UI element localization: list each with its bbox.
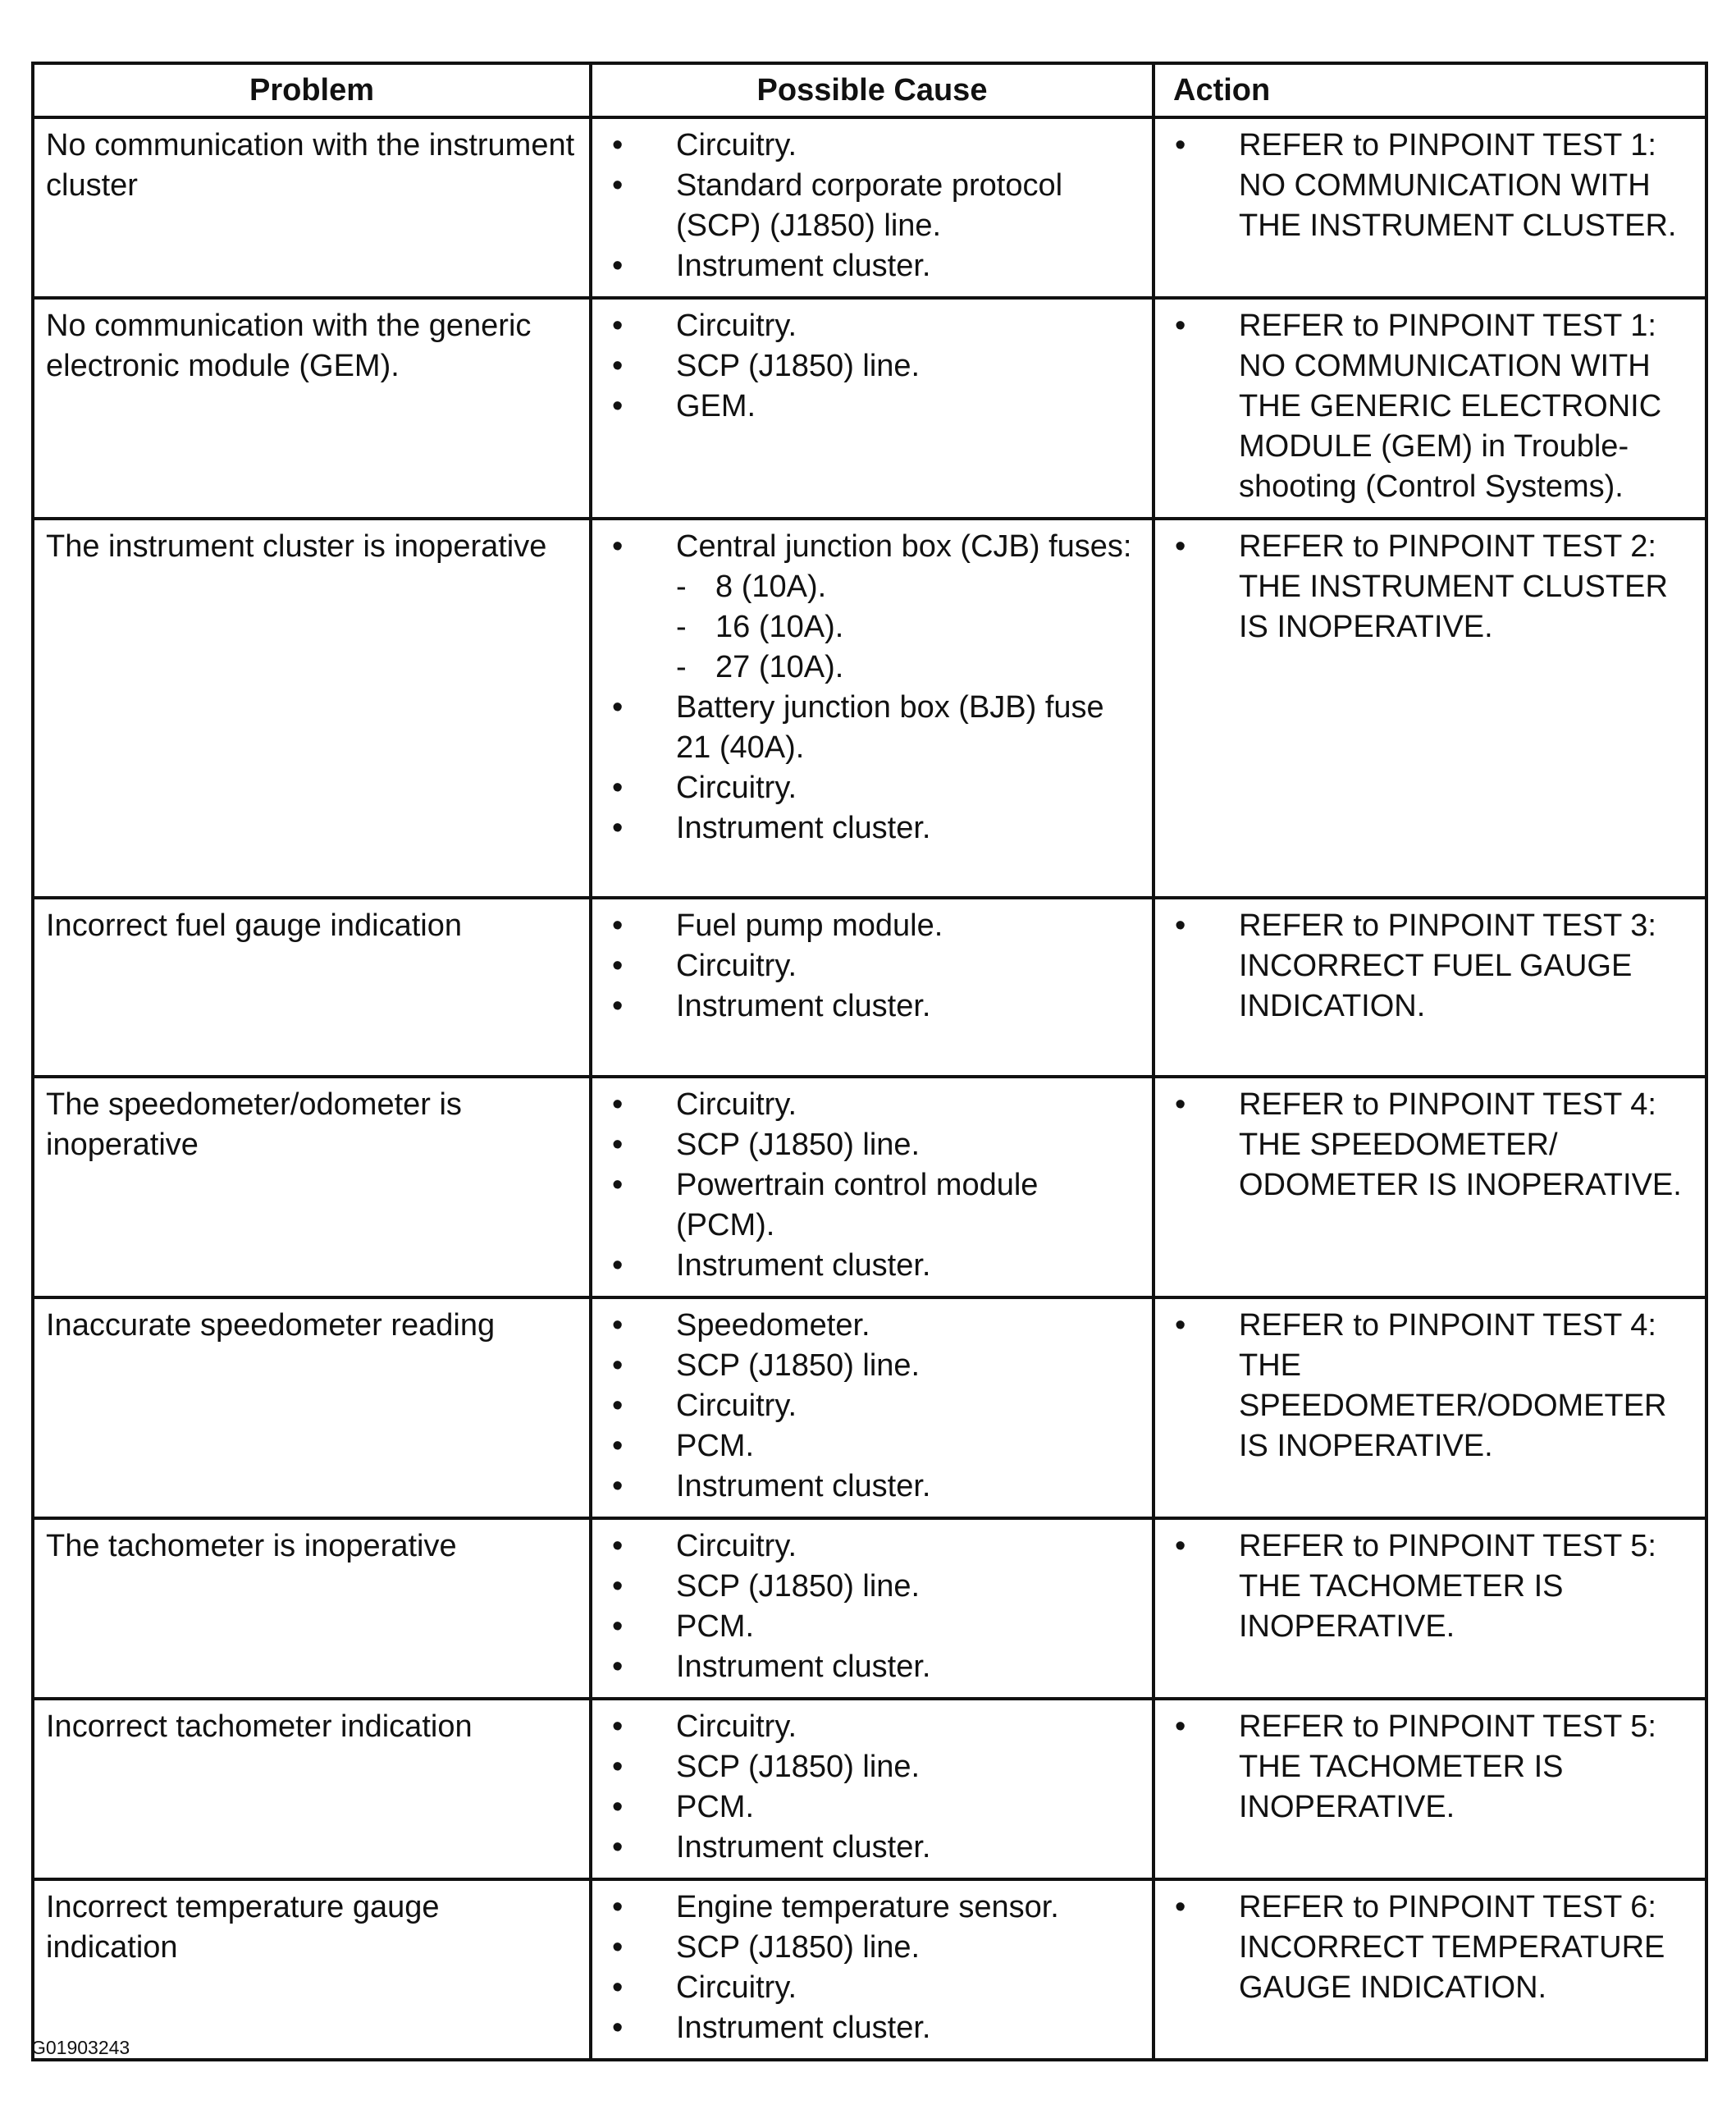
cause-text: Circuitry.	[676, 1970, 797, 2005]
cause-list	[604, 1306, 1142, 1507]
table-row	[33, 1077, 1706, 1297]
action-list	[1167, 1085, 1695, 1206]
cause-list	[604, 306, 1142, 427]
cause-text: Circuitry.	[676, 949, 797, 983]
problem-cell: Inaccurate speedometer reading	[33, 1297, 591, 1518]
cause-text: SCP (J1850) line.	[676, 1569, 921, 1604]
cause-text: Circuitry.	[676, 309, 797, 343]
action-item: • REFER to PINPOINT TEST 4: THE SPEEDOMETER/ ODOMETER IS INOPERATIVE.	[1167, 1085, 1695, 1206]
cause-text: PCM.	[676, 1790, 754, 1824]
cause-item	[604, 1887, 1142, 1928]
cause-text: Instrument cluster.	[676, 2011, 931, 2045]
cause-item	[604, 306, 1142, 346]
action-cell	[1154, 1699, 1706, 1879]
table-row	[33, 1879, 1706, 2060]
action-cell	[1154, 1077, 1706, 1297]
cause-item	[604, 1968, 1142, 2008]
cause-item	[604, 1526, 1142, 1567]
problem-cell: The speedometer/odometer is inoperative	[33, 1077, 591, 1297]
cause-list	[604, 126, 1142, 286]
cause-item	[604, 1386, 1142, 1426]
action-item: • REFER to PINPOINT TEST 3: INCORRECT FUEL GAUGE INDICATION.	[1167, 906, 1695, 1027]
action-list	[1167, 1306, 1695, 1466]
cause-item	[604, 246, 1142, 286]
cause-item	[604, 1165, 1142, 1246]
cause-item	[604, 906, 1142, 946]
table-row	[33, 898, 1706, 1077]
cause-item	[604, 1346, 1142, 1386]
action-item: • REFER to PINPOINT TEST 1: NO COMMUNICATION WITH THE GENERIC ELECTRONIC MODULE (GEM) in Trouble-shooting (Control Systems).	[1167, 306, 1695, 507]
header-possible-cause: Possible Cause	[591, 63, 1154, 117]
cause-text: Instrument cluster.	[676, 249, 931, 283]
action-cell	[1154, 117, 1706, 298]
cause-item	[604, 1647, 1142, 1687]
table-body	[33, 117, 1706, 2060]
problem-cell: Incorrect temperature gauge indication	[33, 1879, 591, 2060]
fuse-sub-item: - 16 (10A).	[676, 607, 1142, 647]
cause-item	[604, 688, 1142, 768]
cause-list	[604, 527, 1142, 849]
cause-item	[604, 166, 1142, 246]
header-problem: Problem	[33, 63, 591, 117]
cause-text: Battery junction box (BJB) fuse 21 (40A).	[676, 690, 1104, 765]
action-list	[1167, 1887, 1695, 2008]
table-row	[33, 519, 1706, 898]
table-row	[33, 1297, 1706, 1518]
cause-item	[604, 2008, 1142, 2048]
cause-text: Instrument cluster.	[676, 811, 931, 845]
cause-text: Instrument cluster.	[676, 1469, 931, 1503]
action-cell	[1154, 1297, 1706, 1518]
cause-text: Circuitry.	[676, 1529, 797, 1563]
cause-list	[604, 1526, 1142, 1687]
cause-text: Instrument cluster.	[676, 989, 931, 1023]
cause-text: PCM.	[676, 1429, 754, 1463]
cause-item	[604, 1125, 1142, 1165]
cause-text: Circuitry.	[676, 128, 797, 162]
problem-cell: The tachometer is inoperative	[33, 1518, 591, 1699]
cause-item	[604, 1466, 1142, 1507]
cause-item	[604, 1426, 1142, 1466]
cause-item	[604, 1306, 1142, 1346]
cause-text: SCP (J1850) line.	[676, 1128, 921, 1162]
cause-item	[604, 387, 1142, 427]
cause-item	[604, 346, 1142, 387]
cause-list	[604, 906, 1142, 1027]
action-cell	[1154, 1879, 1706, 2060]
cause-text: Instrument cluster.	[676, 1649, 931, 1684]
fuse-sub-item: - 8 (10A).	[676, 567, 1142, 607]
cause-text: PCM.	[676, 1609, 754, 1644]
action-item: • REFER to PINPOINT TEST 5: THE TACHOMETER IS INOPERATIVE.	[1167, 1526, 1695, 1647]
cause-item	[604, 986, 1142, 1027]
action-cell	[1154, 898, 1706, 1077]
fuse-sub-list	[676, 567, 1142, 688]
cause-item	[604, 1828, 1142, 1868]
cause-item	[604, 1246, 1142, 1286]
cause-item	[604, 946, 1142, 986]
action-list	[1167, 1707, 1695, 1828]
possible-cause-cell	[591, 298, 1154, 519]
action-cell	[1154, 519, 1706, 898]
cause-text: SCP (J1850) line.	[676, 1930, 921, 1965]
possible-cause-cell	[591, 898, 1154, 1077]
possible-cause-cell	[591, 1518, 1154, 1699]
cause-text: Fuel pump module.	[676, 908, 943, 943]
cause-text: SCP (J1850) line.	[676, 1750, 921, 1784]
header-row	[33, 63, 1706, 117]
possible-cause-cell	[591, 117, 1154, 298]
cause-item	[604, 1928, 1142, 1968]
figure-id: G01903243	[31, 2037, 130, 2058]
action-item: • REFER to PINPOINT TEST 2: THE INSTRUMENT CLUSTER IS INOPERATIVE.	[1167, 527, 1695, 647]
action-list	[1167, 906, 1695, 1027]
action-list	[1167, 306, 1695, 507]
action-list	[1167, 126, 1695, 246]
action-cell	[1154, 298, 1706, 519]
cause-text: Circuitry.	[676, 771, 797, 805]
cause-item	[604, 1707, 1142, 1747]
cause-text: Circuitry.	[676, 1087, 797, 1122]
cause-item	[604, 1787, 1142, 1828]
table-row	[33, 298, 1706, 519]
diagnosis-table	[31, 62, 1708, 2061]
action-item: • REFER to PINPOINT TEST 6: INCORRECT TEMPERATURE GAUGE INDICATION.	[1167, 1887, 1695, 2008]
header-action: Action	[1154, 63, 1706, 117]
problem-cell: No communication with the instrument cluster	[33, 117, 591, 298]
action-list	[1167, 527, 1695, 647]
possible-cause-cell	[591, 1699, 1154, 1879]
problem-cell: No communication with the generic electronic module (GEM).	[33, 298, 591, 519]
problem-cell: Incorrect fuel gauge indication	[33, 898, 591, 1077]
cause-text: Powertrain control module (PCM).	[676, 1168, 1039, 1242]
possible-cause-cell	[591, 519, 1154, 898]
cause-text: Circuitry.	[676, 1709, 797, 1744]
cause-text: Instrument cluster.	[676, 1248, 931, 1283]
action-item: • REFER to PINPOINT TEST 1: NO COMMUNICATION WITH THE INSTRUMENT CLUSTER.	[1167, 126, 1695, 246]
table-row	[33, 1518, 1706, 1699]
cause-text: Circuitry.	[676, 1389, 797, 1423]
action-cell	[1154, 1518, 1706, 1699]
cause-item	[604, 1747, 1142, 1787]
cause-item	[604, 808, 1142, 849]
cause-text: Central junction box (CJB) fuses:	[676, 529, 1132, 564]
cause-item	[604, 1607, 1142, 1647]
possible-cause-cell	[591, 1879, 1154, 2060]
cause-text: Speedometer.	[676, 1308, 870, 1343]
cause-list	[604, 1887, 1142, 2048]
cause-item	[604, 1567, 1142, 1607]
cause-text: GEM.	[676, 389, 756, 423]
cause-item	[604, 527, 1142, 688]
possible-cause-cell	[591, 1297, 1154, 1518]
cause-text: Instrument cluster.	[676, 1830, 931, 1864]
cause-text: SCP (J1850) line.	[676, 1348, 921, 1383]
action-item: • REFER to PINPOINT TEST 4: THE SPEEDOMETER/ODOMETER IS INOPERATIVE.	[1167, 1306, 1695, 1466]
cause-item	[604, 768, 1142, 808]
cause-text: Engine temperature sensor.	[676, 1890, 1059, 1924]
cause-text: SCP (J1850) line.	[676, 349, 921, 383]
cause-text: Standard corporate protocol (SCP) (J1850) line.	[676, 168, 1063, 243]
cause-list	[604, 1707, 1142, 1868]
cause-list	[604, 1085, 1142, 1286]
fuse-sub-item: - 27 (10A).	[676, 647, 1142, 688]
problem-cell: Incorrect tachometer indication	[33, 1699, 591, 1879]
table-row	[33, 1699, 1706, 1879]
problem-cell: The instrument cluster is inoperative	[33, 519, 591, 898]
cause-item	[604, 126, 1142, 166]
action-list	[1167, 1526, 1695, 1647]
table-row	[33, 117, 1706, 298]
possible-cause-cell	[591, 1077, 1154, 1297]
cause-item	[604, 1085, 1142, 1125]
action-item: • REFER to PINPOINT TEST 5: THE TACHOMETER IS INOPERATIVE.	[1167, 1707, 1695, 1828]
